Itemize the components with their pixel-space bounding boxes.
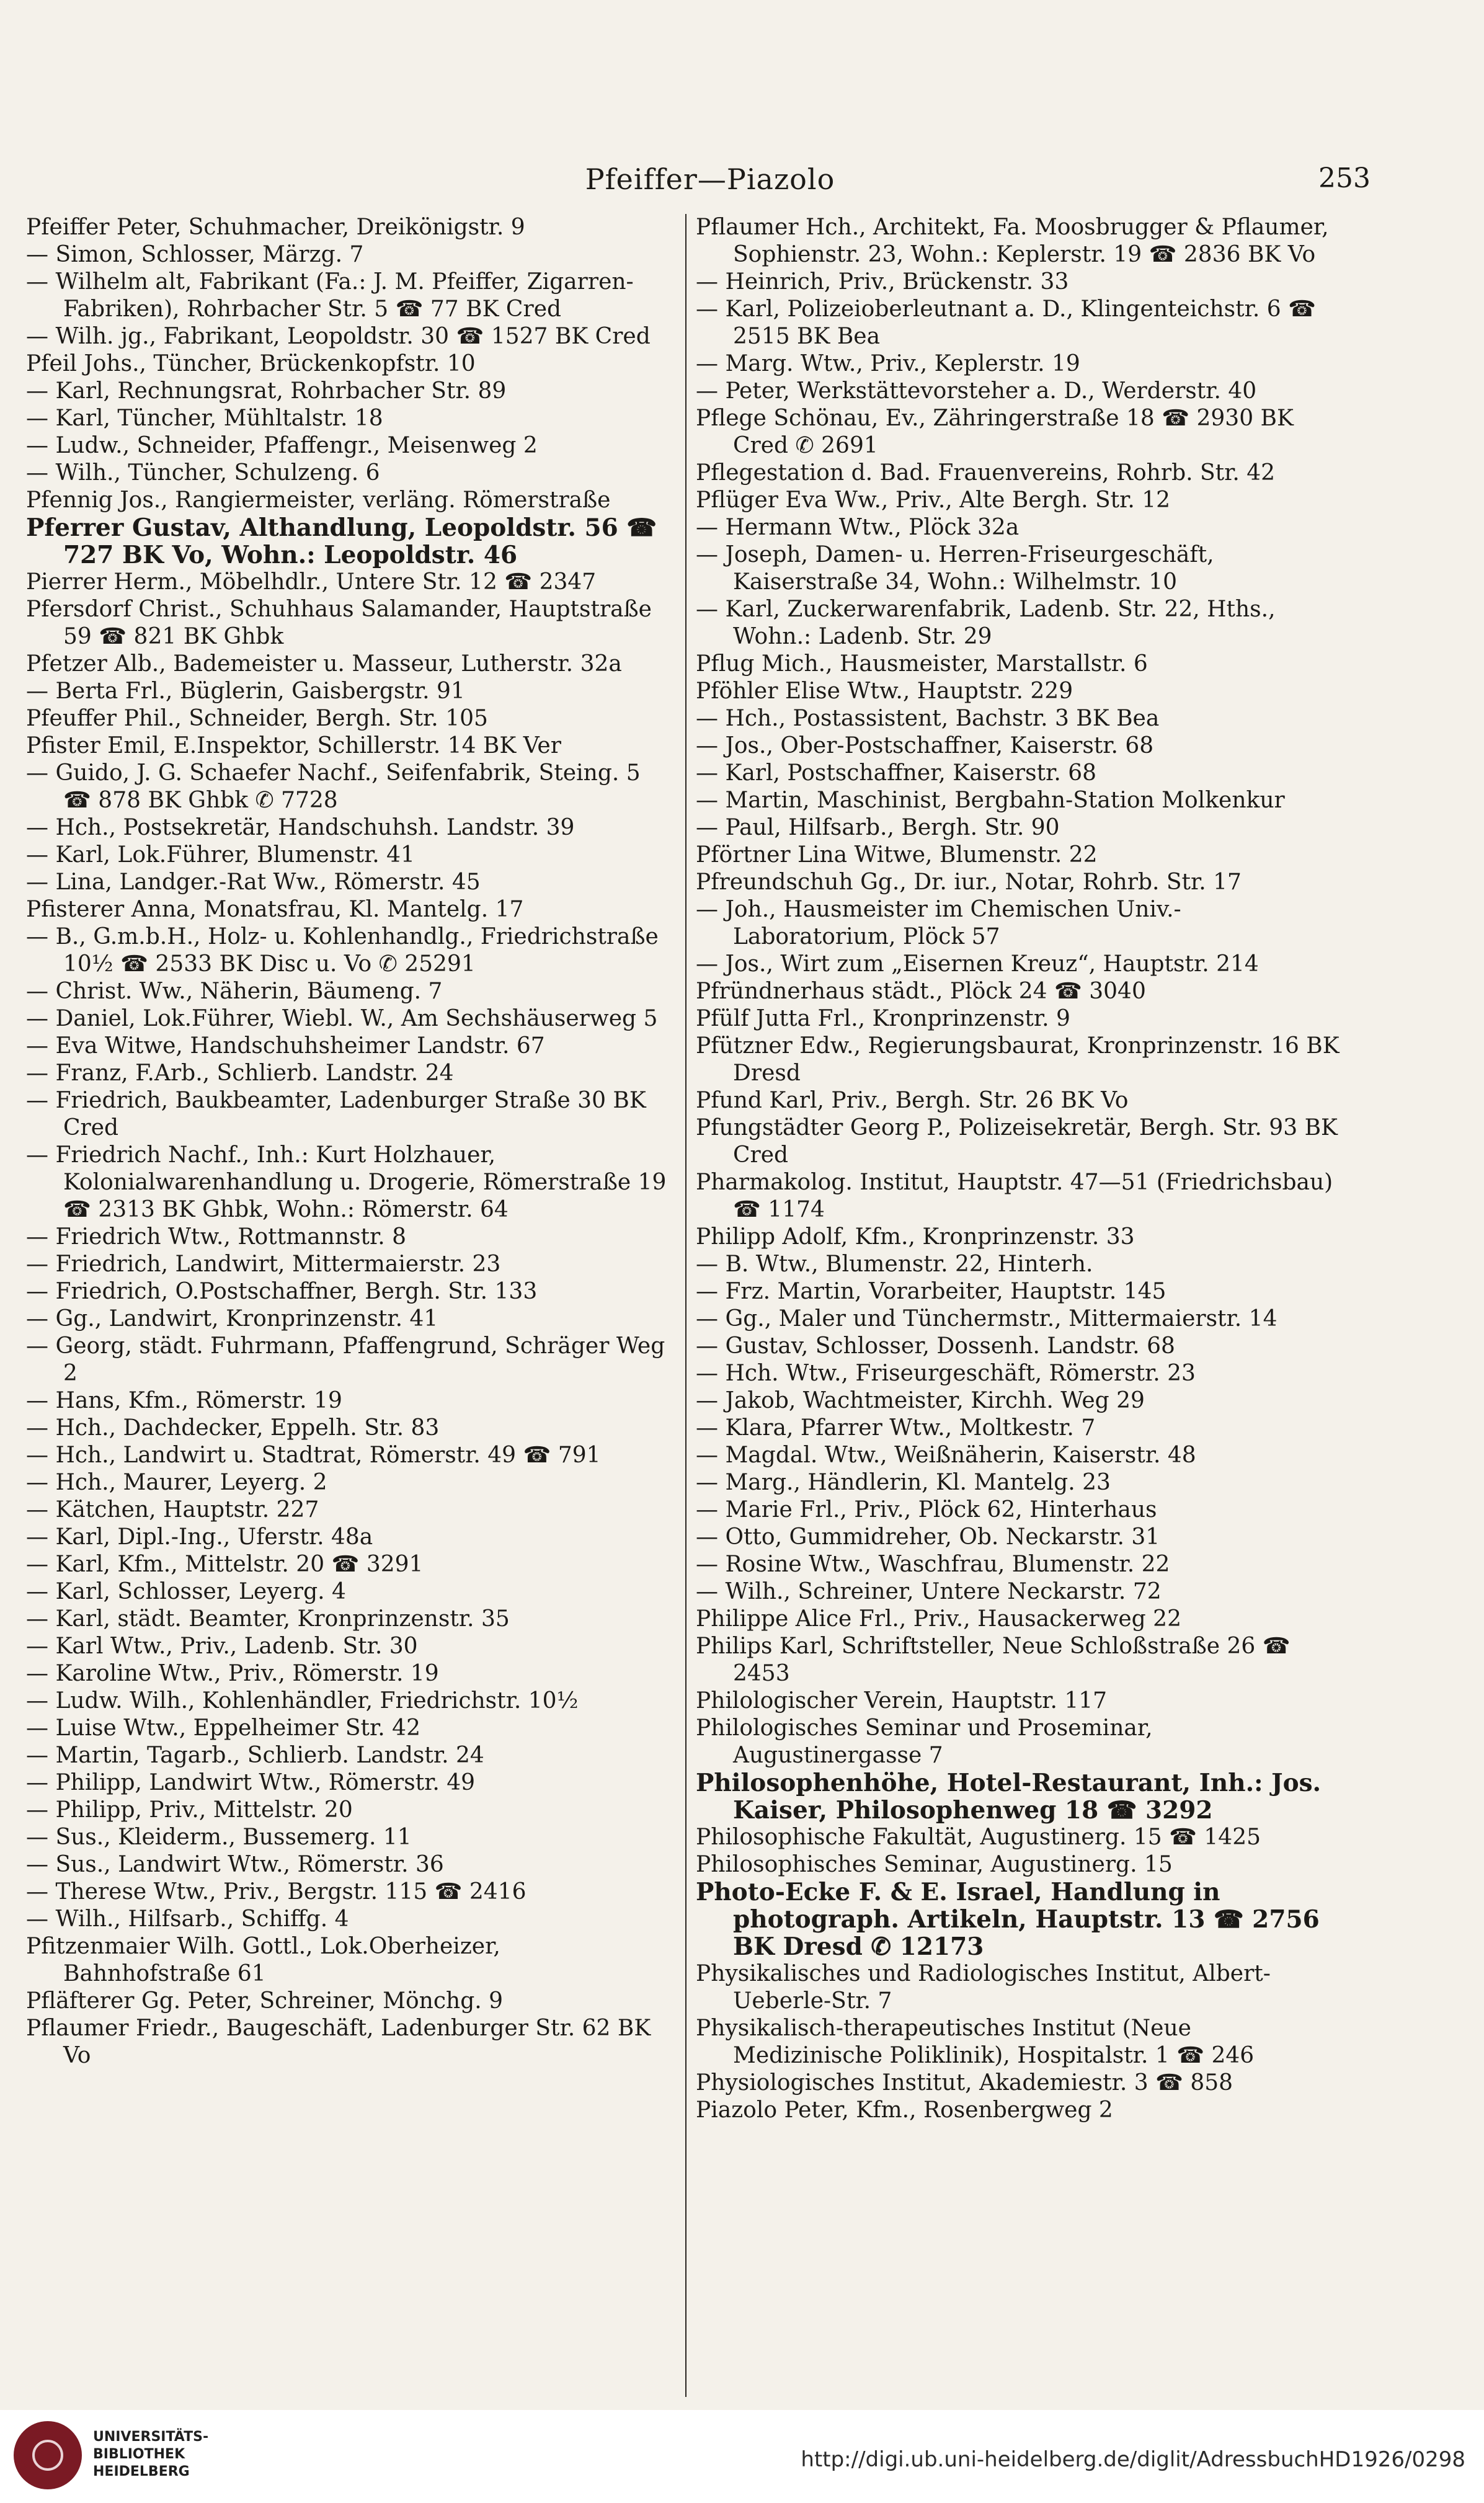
footer-bar xyxy=(0,2410,1484,2503)
directory-entry: Piazolo Peter, Kfm., Rosenbergweg 2 xyxy=(696,2097,1113,2123)
directory-entry: Pfründnerhaus städt., Plöck 24 ☎ 3040 xyxy=(696,979,1146,1004)
directory-entry: Pfisterer Anna, Monatsfrau, Kl. Mantelg. 17 xyxy=(26,897,524,922)
source-url-link[interactable]: http://digi.ub.uni-heidelberg.de/diglit/AdressbuchHD1926/0298 xyxy=(801,2447,1465,2472)
directory-entry: — Karl, Schlosser, Leyerg. 4 xyxy=(26,1579,346,1604)
directory-entry: Physikalisch-therapeutisches Institut (Neue Medizinische Poliklinik), Hospitalstr. 1 ☎ 246 xyxy=(696,2016,1255,2068)
directory-entry: — Karl, Zuckerwarenfabrik, Ladenb. Str. 22, Hths., Wohn.: Ladenb. Str. 29 xyxy=(696,597,1276,649)
directory-entry: — Magdal. Wtw., Weißnäherin, Kaiserstr. 48 xyxy=(696,1443,1196,1468)
directory-entry: — Joseph, Damen- u. Herren-Friseurgeschäft, Kaiserstraße 34, Wohn.: Wilhelmstr. 10 xyxy=(696,542,1214,595)
directory-entry: — Martin, Maschinist, Bergbahn-Station Molkenkur xyxy=(696,788,1285,813)
directory-entry: Philips Karl, Schriftsteller, Neue Schloßstraße 26 ☎ 2453 xyxy=(696,1634,1291,1686)
directory-entry: — Jakob, Wachtmeister, Kirchh. Weg 29 xyxy=(696,1388,1145,1413)
directory-entry: — Sus., Landwirt Wtw., Römerstr. 36 xyxy=(26,1852,444,1877)
directory-entry: Pfetzer Alb., Bademeister u. Masseur, Lutherstr. 32a xyxy=(26,651,622,677)
directory-entry: — Joh., Hausmeister im Chemischen Univ.-Laboratorium, Plöck 57 xyxy=(696,897,1181,949)
directory-entry: — Wilh. jg., Fabrikant, Leopoldstr. 30 ☎ 1527 BK Cred xyxy=(26,324,651,349)
directory-entry: — Karl, Kfm., Mittelstr. 20 ☎ 3291 xyxy=(26,1552,424,1577)
directory-entry: — Heinrich, Priv., Brückenstr. 33 xyxy=(696,269,1069,295)
directory-entry: — Hch., Landwirt u. Stadtrat, Römerstr. 49 ☎ 791 xyxy=(26,1443,601,1468)
directory-entry: — Daniel, Lok.Führer, Wiebl. W., Am Sechshäuserweg 5 xyxy=(26,1006,658,1031)
directory-entry: — Gg., Landwirt, Kronprinzenstr. 41 xyxy=(26,1306,438,1332)
column-divider xyxy=(685,214,686,2397)
directory-entry: Pfund Karl, Priv., Bergh. Str. 26 BK Vo xyxy=(696,1088,1129,1113)
directory-entry: Pfeil Johs., Tüncher, Brückenkopfstr. 10 xyxy=(26,351,476,376)
directory-entry: Pflege Schönau, Ev., Zähringerstraße 18 ☎ 2930 BK Cred ✆ 2691 xyxy=(696,406,1294,458)
directory-entry: — Hermann Wtw., Plöck 32a xyxy=(696,515,1020,540)
directory-entry: — Hch., Postsekretär, Handschuhsh. Landstr. 39 xyxy=(26,815,575,840)
directory-entry: — Franz, F.Arb., Schlierb. Landstr. 24 xyxy=(26,1060,454,1086)
directory-entry: — Karl, Polizeioberleutnant a. D., Klingenteichstr. 6 ☎ 2515 BK Bea xyxy=(696,296,1316,349)
directory-entry: — Philipp, Landwirt Wtw., Römerstr. 49 xyxy=(26,1770,476,1795)
page-number: 253 xyxy=(1318,162,1371,194)
directory-entry: Pflegestation d. Bad. Frauenvereins, Rohrb. Str. 42 xyxy=(696,460,1276,486)
directory-entry: Pfeuffer Phil., Schneider, Bergh. Str. 105 xyxy=(26,706,488,731)
directory-entry: — Hans, Kfm., Römerstr. 19 xyxy=(26,1388,342,1413)
directory-entry: — Ludw. Wilh., Kohlenhändler, Friedrichstr. 10½ xyxy=(26,1688,579,1714)
directory-entry: Philippe Alice Frl., Priv., Hausackerweg 22 xyxy=(696,1606,1181,1632)
directory-entry: — Friedrich Nachf., Inh.: Kurt Holzhauer, Kolonialwarenhandlung u. Drogerie, Römerstraße 19 ☎ 2313 BK Ghbk, Wohn.: Römerstr. 64 xyxy=(26,1142,667,1222)
directory-entry: — Hch., Postassistent, Bachstr. 3 BK Bea xyxy=(696,706,1160,731)
directory-entry: — Peter, Werkstättevorsteher a. D., Werderstr. 40 xyxy=(696,378,1257,404)
directory-entry: — Hch., Maurer, Leyerg. 2 xyxy=(26,1470,327,1495)
directory-entry: Pfennig Jos., Rangiermeister, verläng. Römerstraße xyxy=(26,487,611,513)
directory-entry: — B. Wtw., Blumenstr. 22, Hinterh. xyxy=(696,1252,1093,1277)
directory-entry: — Klara, Pfarrer Wtw., Moltkestr. 7 xyxy=(696,1415,1096,1441)
directory-entry: — B., G.m.b.H., Holz- u. Kohlenhandlg., Friedrichstraße 10½ ☎ 2533 BK Disc u. Vo ✆ 25291 xyxy=(26,924,659,977)
directory-entry: — Rosine Wtw., Waschfrau, Blumenstr. 22 xyxy=(696,1552,1170,1577)
directory-entry: Pflüger Eva Ww., Priv., Alte Bergh. Str. 12 xyxy=(696,487,1171,513)
directory-entry: — Wilh., Schreiner, Untere Neckarstr. 72 xyxy=(696,1579,1162,1604)
directory-entry: Pfersdorf Christ., Schuhhaus Salamander, Hauptstraße 59 ☎ 821 BK Ghbk xyxy=(26,597,652,649)
directory-entry: Pharmakolog. Institut, Hauptstr. 47—51 (Friedrichsbau) ☎ 1174 xyxy=(696,1170,1333,1222)
directory-entry: Pfläfterer Gg. Peter, Schreiner, Mönchg. 9 xyxy=(26,1988,504,2014)
page-header xyxy=(50,162,1371,206)
directory-entry: Philosophenhöhe, Hotel-Restaurant, Inh.: Jos. Kaiser, Philosophenweg 18 ☎ 3292 xyxy=(696,1769,1322,1825)
directory-entry: Physikalisches und Radiologisches Institut, Albert-Ueberle-Str. 7 xyxy=(696,1961,1271,2014)
directory-entry: — Kätchen, Hauptstr. 227 xyxy=(26,1497,319,1523)
directory-entry: — Jos., Wirt zum „Eisernen Kreuz“, Hauptstr. 214 xyxy=(696,951,1259,977)
right-column xyxy=(696,214,1344,2124)
directory-entry: Photo-Ecke F. & E. Israel, Handlung in photograph. Artikeln, Hauptstr. 13 ☎ 2756 BK Dresd ✆ 12173 xyxy=(696,1878,1320,1961)
directory-entry: Pförtner Lina Witwe, Blumenstr. 22 xyxy=(696,842,1098,868)
directory-entry: — Karl, Tüncher, Mühltalstr. 18 xyxy=(26,406,383,431)
left-column xyxy=(26,214,674,2070)
directory-entry: — Berta Frl., Büglerin, Gaisbergstr. 91 xyxy=(26,678,465,704)
directory-entry: — Paul, Hilfsarb., Bergh. Str. 90 xyxy=(696,815,1060,840)
directory-entry: — Marg., Händlerin, Kl. Mantelg. 23 xyxy=(696,1470,1111,1495)
directory-entry: Philosophische Fakultät, Augustinerg. 15 ☎ 1425 xyxy=(696,1825,1261,1850)
directory-entry: — Friedrich, Landwirt, Mittermaierstr. 23 xyxy=(26,1252,501,1277)
library-line: UNIVERSITÄTS- xyxy=(93,2429,209,2445)
directory-entry: — Karoline Wtw., Priv., Römerstr. 19 xyxy=(26,1661,439,1686)
directory-entry: — Guido, J. G. Schaefer Nachf., Seifenfabrik, Steing. 5 ☎ 878 BK Ghbk ✆ 7728 xyxy=(26,760,641,813)
directory-entry: — Gg., Maler und Tünchermstr., Mittermaierstr. 14 xyxy=(696,1306,1277,1332)
directory-entry: — Luise Wtw., Eppelheimer Str. 42 xyxy=(26,1715,420,1741)
directory-entry: Pflaumer Friedr., Baugeschäft, Ladenburger Str. 62 BK Vo xyxy=(26,2016,651,2068)
directory-entry: Pfeiffer Peter, Schuhmacher, Dreikönigstr. 9 xyxy=(26,215,525,240)
directory-entry: Pferrer Gustav, Althandlung, Leopoldstr. 56 ☎ 727 BK Vo, Wohn.: Leopoldstr. 46 xyxy=(26,513,657,569)
directory-entry: — Karl Wtw., Priv., Ladenb. Str. 30 xyxy=(26,1634,418,1659)
directory-entry: Pierrer Herm., Möbelhdlr., Untere Str. 12 ☎ 2347 xyxy=(26,569,597,595)
directory-entry: — Karl, Postschaffner, Kaiserstr. 68 xyxy=(696,760,1097,786)
directory-entry: Pflaumer Hch., Architekt, Fa. Moosbrugger & Pflaumer, Sophienstr. 23, Wohn.: Keplerstr. 19 ☎ 2836 BK Vo xyxy=(696,215,1329,267)
directory-entry: Pfitzenmaier Wilh. Gottl., Lok.Oberheizer, Bahnhofstraße 61 xyxy=(26,1934,500,1986)
directory-entry: — Hch., Dachdecker, Eppelh. Str. 83 xyxy=(26,1415,440,1441)
directory-entry: Philologischer Verein, Hauptstr. 117 xyxy=(696,1688,1108,1714)
directory-entry: — Philipp, Priv., Mittelstr. 20 xyxy=(26,1797,353,1823)
directory-entry: — Wilhelm alt, Fabrikant (Fa.: J. M. Pfeiffer, Zigarren-Fabriken), Rohrbacher Str. 5 ☎ 77 BK Cred xyxy=(26,269,634,322)
directory-entry: — Wilh., Hilfsarb., Schiffg. 4 xyxy=(26,1906,349,1932)
directory-entry: — Friedrich Wtw., Rottmannstr. 8 xyxy=(26,1224,407,1250)
directory-entry: — Therese Wtw., Priv., Bergstr. 115 ☎ 2416 xyxy=(26,1879,527,1905)
directory-entry: — Karl, Lok.Führer, Blumenstr. 41 xyxy=(26,842,415,868)
directory-entry: Philosophisches Seminar, Augustinerg. 15 xyxy=(696,1852,1173,1877)
directory-entry: — Karl, Dipl.-Ing., Uferstr. 48a xyxy=(26,1524,373,1550)
directory-entry: — Eva Witwe, Handschuhsheimer Landstr. 67 xyxy=(26,1033,545,1059)
directory-entry: — Hch. Wtw., Friseurgeschäft, Römerstr. 23 xyxy=(696,1361,1196,1386)
directory-entry: — Friedrich, O.Postschaffner, Bergh. Str. 133 xyxy=(26,1279,538,1304)
library-line: HEIDELBERG xyxy=(93,2464,190,2479)
directory-entry: — Georg, städt. Fuhrmann, Pfaffengrund, Schräger Weg 2 xyxy=(26,1333,665,1386)
directory-entry: Pfützner Edw., Regierungsbaurat, Kronprinzenstr. 16 BK Dresd xyxy=(696,1033,1340,1086)
directory-entry: Pfreundschuh Gg., Dr. iur., Notar, Rohrb. Str. 17 xyxy=(696,869,1242,895)
directory-entry: — Gustav, Schlosser, Dossenh. Landstr. 68 xyxy=(696,1333,1175,1359)
running-title: Pfeiffer—Piazolo xyxy=(585,162,835,196)
directory-entry: — Marie Frl., Priv., Plöck 62, Hinterhaus xyxy=(696,1497,1157,1523)
directory-entry: Pfülf Jutta Frl., Kronprinzenstr. 9 xyxy=(696,1006,1070,1031)
library-line: BIBLIOTHEK xyxy=(93,2447,185,2462)
directory-entry: Philipp Adolf, Kfm., Kronprinzenstr. 33 xyxy=(696,1224,1135,1250)
directory-entry: — Otto, Gummidreher, Ob. Neckarstr. 31 xyxy=(696,1524,1160,1550)
directory-entry: — Karl, städt. Beamter, Kronprinzenstr. 35 xyxy=(26,1606,510,1632)
directory-entry: — Sus., Kleiderm., Bussemerg. 11 xyxy=(26,1825,412,1850)
directory-entry: — Frz. Martin, Vorarbeiter, Hauptstr. 145 xyxy=(696,1279,1166,1304)
directory-entry: Pfister Emil, E.Inspektor, Schillerstr. 14 BK Ver xyxy=(26,733,561,758)
university-seal-icon xyxy=(14,2421,82,2489)
directory-entry: — Friedrich, Baukbeamter, Ladenburger Straße 30 BK Cred xyxy=(26,1088,646,1140)
directory-entry: — Martin, Tagarb., Schlierb. Landstr. 24 xyxy=(26,1743,484,1768)
directory-entry: — Marg. Wtw., Priv., Keplerstr. 19 xyxy=(696,351,1080,376)
directory-entry: Philologisches Seminar und Proseminar, Augustinergasse 7 xyxy=(696,1715,1153,1768)
directory-entry: — Lina, Landger.-Rat Ww., Römerstr. 45 xyxy=(26,869,481,895)
directory-entry: — Ludw., Schneider, Pfaffengr., Meisenweg 2 xyxy=(26,433,538,458)
directory-entry: Physiologisches Institut, Akademiestr. 3 ☎ 858 xyxy=(696,2070,1233,2096)
directory-entry: Pfungstädter Georg P., Polizeisekretär, Bergh. Str. 93 BK Cred xyxy=(696,1115,1338,1168)
directory-entry: — Jos., Ober-Postschaffner, Kaiserstr. 68 xyxy=(696,733,1154,758)
directory-entry: Pflug Mich., Hausmeister, Marstallstr. 6 xyxy=(696,651,1148,677)
library-name xyxy=(93,2429,208,2481)
directory-entry: — Karl, Rechnungsrat, Rohrbacher Str. 89 xyxy=(26,378,507,404)
directory-entry: — Wilh., Tüncher, Schulzeng. 6 xyxy=(26,460,380,486)
directory-entry: — Christ. Ww., Näherin, Bäumeng. 7 xyxy=(26,979,443,1004)
directory-entry: Pföhler Elise Wtw., Hauptstr. 229 xyxy=(696,678,1073,704)
directory-entry: — Simon, Schlosser, Märzg. 7 xyxy=(26,242,364,267)
